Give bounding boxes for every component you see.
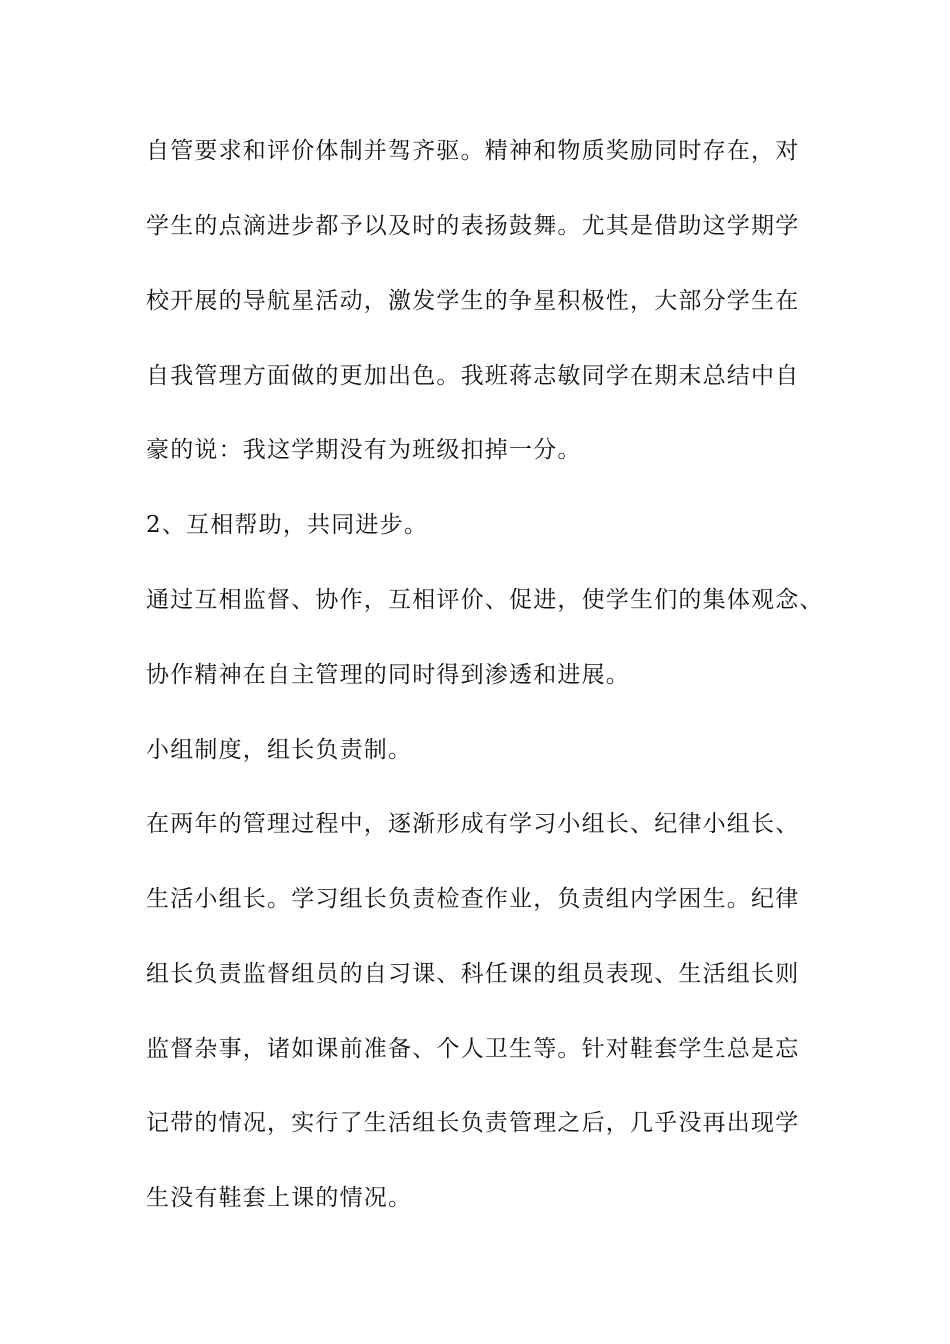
text-line: 通过互相监督、协作，互相评价、促进，使学生们的集体观念、 [146,587,824,613]
text-line: 协作精神在自主管理的同时得到渗透和进展。 [146,662,630,688]
section-heading: 2、互相帮助，共同进步。 [146,512,429,538]
text-line: 豪的说：我这学期没有为班级扣掉一分。 [146,437,582,463]
text-line: 生活小组长。学习组长负责检查作业，负责组内学困生。纪律 [146,886,800,912]
subsection-heading: 小组制度，组长负责制。 [146,737,413,763]
text-line: 校开展的导航星活动，激发学生的争星积极性，大部分学生在 [146,288,800,314]
text-line: 记带的情况，实行了生活组长负责管理之后，几乎没再出现学 [146,1110,800,1136]
text-line: 组长负责监督组员的自习课、科任课的组员表现、生活组长则 [146,961,800,987]
text-line: 学生的点滴进步都予以及时的表扬鼓舞。尤其是借助这学期学 [146,213,800,239]
text-line: 自我管理方面做的更加出色。我班蒋志敏同学在期末总结中自 [146,363,800,389]
text-line: 监督杂事，诸如课前准备、个人卫生等。针对鞋套学生总是忘 [146,1036,800,1062]
text-line: 生没有鞋套上课的情况。 [146,1185,413,1211]
text-line: 在两年的管理过程中，逐渐形成有学习小组长、纪律小组长、 [146,811,800,837]
text-line: 自管要求和评价体制并驾齐驱。精神和物质奖励同时存在，对 [146,138,800,164]
